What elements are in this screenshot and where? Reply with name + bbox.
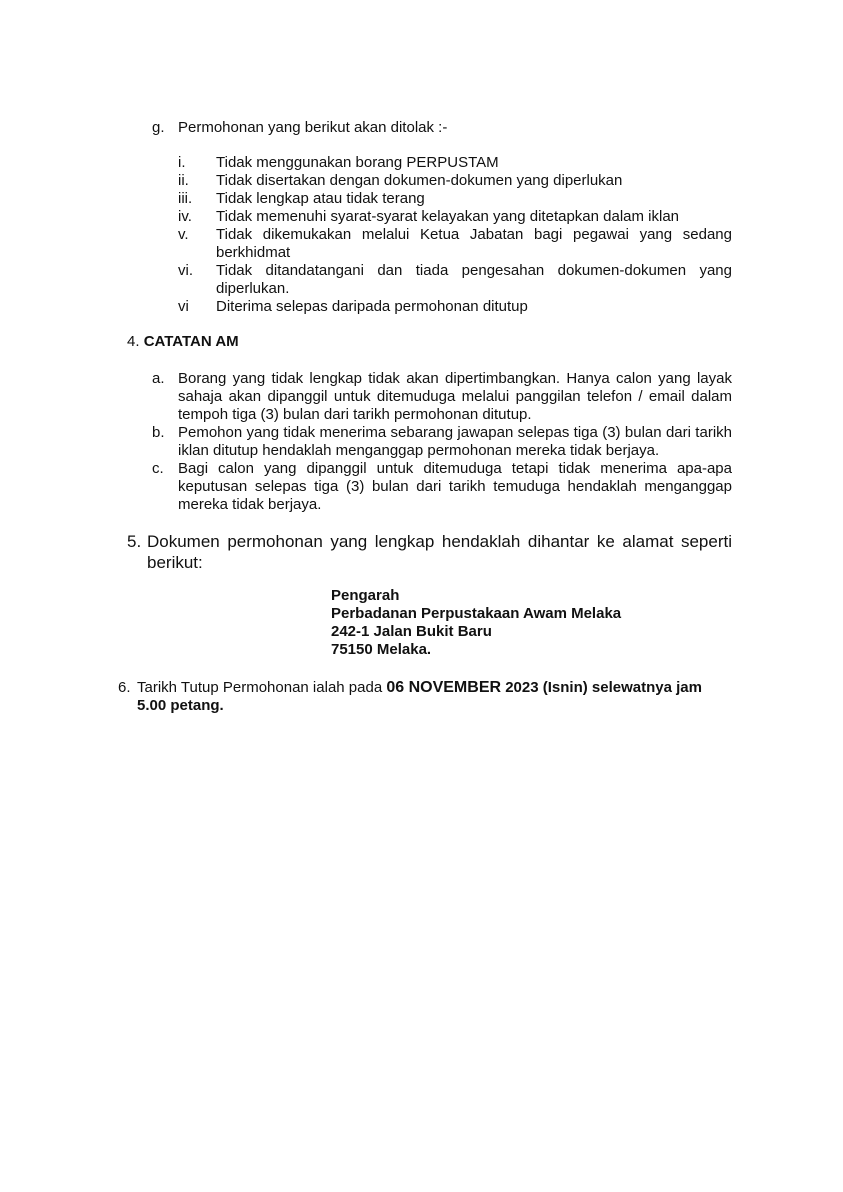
list-item-text: Tidak lengkap atau tidak terang <box>216 190 425 207</box>
list-item-text: Tidak dikemukakan melalui Ketua Jabatan bagi pegawai yang sedang berkhidmat <box>216 226 732 261</box>
list-marker: ii. <box>178 172 189 189</box>
section-5-text: Dokumen permohonan yang lengkap hendaklah dihantar ke alamat seperti berikut: <box>147 532 732 572</box>
address-line: 75150 Melaka. <box>331 641 432 658</box>
list-item <box>152 370 732 424</box>
closing-date: 06 NOVEMBER <box>386 679 502 696</box>
list-marker: vi. <box>178 262 193 279</box>
list-item-text: Tidak ditandatangani dan tiada pengesahan dokumen-dokumen yang diperlukan. <box>216 262 732 297</box>
list-item <box>178 154 732 172</box>
list-marker: g. <box>152 119 165 136</box>
list-marker: iv. <box>178 208 192 225</box>
section-g-intro-text: Permohonan yang berikut akan ditolak :- <box>178 119 448 136</box>
list-item-text: Tidak menggunakan borang PERPUSTAM <box>216 154 499 171</box>
mailing-address <box>331 587 621 659</box>
list-item-text: Pemohon yang tidak menerima sebarang jawapan selepas tiga (3) bulan dari tarikh iklan ditutup hendaklah menganggap permohonan mereka tidak berjaya. <box>178 424 732 459</box>
closing-date-text <box>137 679 733 715</box>
list-marker: i. <box>178 154 186 171</box>
list-item-text: Diterima selepas daripada permohonan ditutup <box>216 298 528 315</box>
list-item <box>178 262 732 298</box>
section-5 <box>127 531 732 573</box>
section-title: CATATAN AM <box>143 333 239 350</box>
list-item-text: Borang yang tidak lengkap tidak akan dipertimbangkan. Hanya calon yang layak sahaja akan dipanggil untuk ditemuduga melalui panggilan telefon / email dalam tempoh tiga (3) bulan dari tarikh permohonan ditutup. <box>178 370 732 423</box>
section-number: 6. <box>118 679 131 696</box>
closing-date-intro: Tarikh Tutup Permohonan ialah pada <box>137 679 387 696</box>
list-marker: v. <box>178 226 189 243</box>
section-6 <box>118 679 733 715</box>
list-item <box>152 424 732 460</box>
section-g-intro <box>152 119 732 137</box>
list-item <box>178 190 732 208</box>
list-item-text: Bagi calon yang dipanggil untuk ditemuduga tetapi tidak menerima apa-apa keputusan selepas tiga (3) bulan dari tarikh temuduga hendaklah menganggap mereka tidak berjaya. <box>178 460 732 513</box>
address-line: Perbadanan Perpustakaan Awam Melaka <box>331 605 622 622</box>
section-number: 4. <box>127 333 140 350</box>
list-item <box>178 226 732 262</box>
list-item <box>178 298 732 316</box>
list-item-text: Tidak memenuhi syarat-syarat kelayakan yang ditetapkan dalam iklan <box>216 208 680 225</box>
address-line: 242-1 Jalan Bukit Baru <box>331 623 492 640</box>
list-marker: a. <box>152 370 165 387</box>
list-item-text: Tidak disertakan dengan dokumen-dokumen yang diperlukan <box>216 172 623 189</box>
section-number: 5. <box>127 532 142 551</box>
list-marker: b. <box>152 424 165 441</box>
list-marker: vi <box>178 298 189 315</box>
list-item <box>178 208 732 226</box>
address-line: Pengarah <box>331 587 400 604</box>
list-item <box>178 172 732 190</box>
list-item <box>152 460 732 514</box>
list-marker: iii. <box>178 190 193 207</box>
section-4-heading <box>127 333 239 351</box>
closing-date-detail: 2023 (Isnin) selewatnya jam 5.00 petang. <box>137 679 702 714</box>
list-marker: c. <box>152 460 164 477</box>
